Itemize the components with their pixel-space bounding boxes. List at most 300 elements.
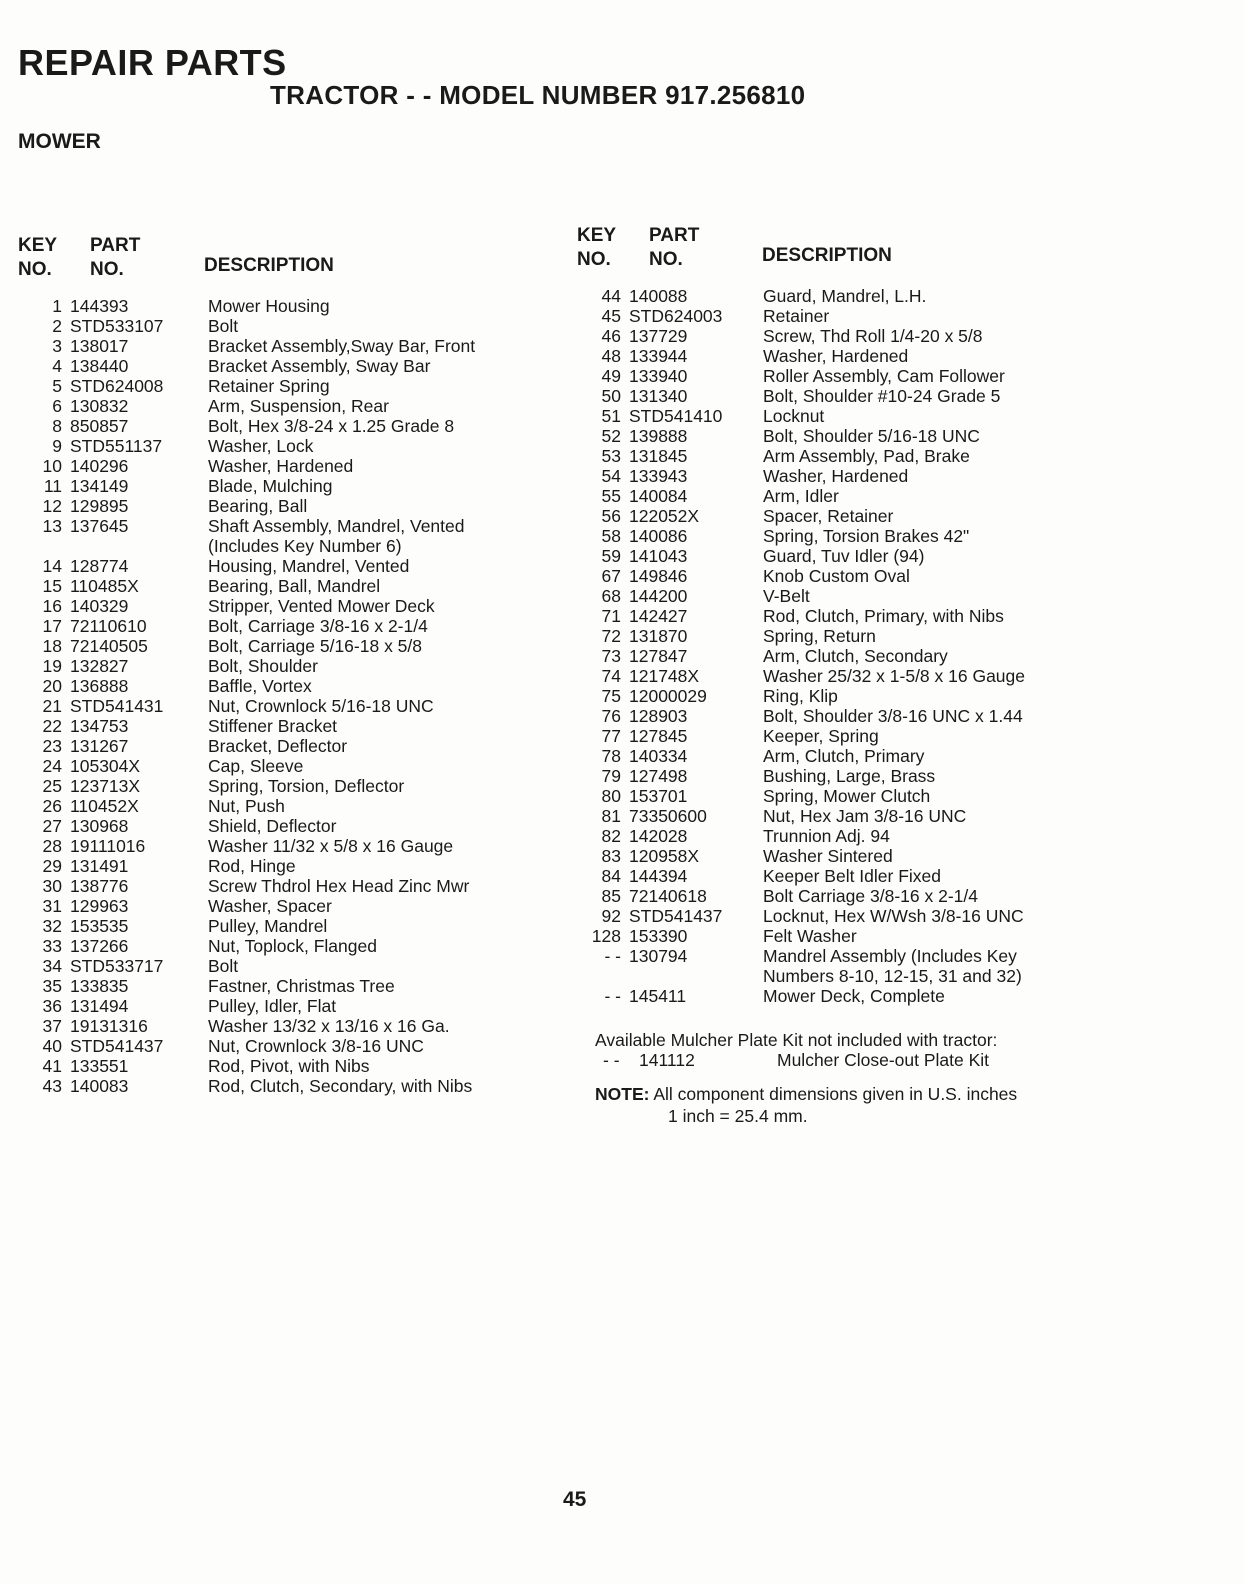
- key-no-cell: 73: [601, 646, 621, 666]
- table-row: [18, 876, 558, 896]
- table-row: [577, 646, 1097, 666]
- table-row: [577, 746, 1097, 766]
- key-no-cell: 53: [601, 446, 621, 466]
- key-no-cell: 92: [601, 906, 621, 926]
- part-no-cell: 142427: [629, 606, 688, 626]
- table-row: [18, 516, 558, 556]
- description-cell: Spring, Mower Clutch: [763, 786, 931, 806]
- part-no-cell: 73350600: [629, 806, 707, 826]
- table-row: [577, 866, 1097, 886]
- description-cell: Bracket Assembly,Sway Bar, Front: [208, 336, 476, 356]
- key-no-cell: 128: [591, 926, 621, 946]
- table-row: [18, 376, 558, 396]
- table-row: [18, 1056, 558, 1076]
- table-row: [18, 936, 558, 956]
- table-row: [18, 896, 558, 916]
- key-no-cell: 22: [42, 716, 62, 736]
- description-cell: Knob Custom Oval: [763, 566, 910, 586]
- part-no-cell: 134149: [70, 476, 129, 496]
- part-no-cell: 145411: [629, 986, 687, 1006]
- table-row: [577, 786, 1097, 806]
- table-row: [18, 816, 558, 836]
- table-row: [18, 1076, 558, 1096]
- key-no-cell: 58: [601, 526, 621, 546]
- key-no-cell: 33: [42, 936, 62, 956]
- table-header: [18, 234, 558, 296]
- part-no-cell: 144200: [629, 586, 688, 606]
- description-cell: Shield, Deflector: [208, 816, 337, 836]
- part-no-cell: 131491: [70, 856, 129, 876]
- part-no-cell: 137645: [70, 516, 129, 536]
- part-no-cell: 131494: [70, 996, 129, 1016]
- description-cell: Trunnion Adj. 94: [763, 826, 890, 846]
- key-no-cell: 11: [43, 476, 62, 496]
- key-no-cell: 44: [601, 286, 621, 306]
- key-no-cell: 9: [52, 436, 62, 456]
- key-no-cell: 51: [601, 406, 621, 426]
- key-no-cell: 21: [42, 696, 62, 716]
- part-no-cell: 12000029: [629, 686, 707, 706]
- part-no-cell: 131845: [629, 446, 688, 466]
- key-no-cell: - -: [604, 986, 621, 1006]
- parts-rows-left: [18, 296, 558, 1096]
- description-cell: Bearing, Ball: [208, 496, 308, 516]
- key-no-cell: 54: [601, 466, 621, 486]
- key-no-cell: 68: [601, 586, 621, 606]
- key-no-cell: 78: [601, 746, 621, 766]
- table-row: [577, 886, 1097, 906]
- key-no-cell: 74: [601, 666, 621, 686]
- description-cell: Pulley, Idler, Flat: [208, 996, 337, 1016]
- part-no-cell: STD624008: [70, 376, 164, 396]
- description-cell: Roller Assembly, Cam Follower: [763, 366, 1005, 386]
- table-row: [577, 666, 1097, 686]
- description-cell: Baffle, Vortex: [208, 676, 312, 696]
- part-no-cell: 136888: [70, 676, 129, 696]
- note-label: NOTE:: [595, 1084, 650, 1104]
- table-header: [577, 224, 1097, 286]
- table-row: [18, 596, 558, 616]
- description-cell: Washer Sintered: [763, 846, 893, 866]
- description-cell: Bolt, Carriage 5/16-18 x 5/8: [208, 636, 423, 656]
- table-row: [18, 1016, 558, 1036]
- key-no-cell: 18: [42, 636, 62, 656]
- key-no-cell: 82: [601, 826, 621, 846]
- note-conversion: 1 inch = 25.4 mm.: [668, 1106, 808, 1126]
- description-cell: Pulley, Mandrel: [208, 916, 328, 936]
- description-cell: Washer, Hardened: [763, 346, 909, 366]
- table-row: [18, 636, 558, 656]
- table-row: [577, 386, 1097, 406]
- table-row: [577, 406, 1097, 426]
- description-cell: Retainer: [763, 306, 830, 326]
- description-cell: Spacer, Retainer: [763, 506, 894, 526]
- part-no-cell: 19111016: [70, 836, 146, 856]
- description-cell: Rod, Hinge: [208, 856, 296, 876]
- description-cell: Bolt, Hex 3/8-24 x 1.25 Grade 8: [208, 416, 455, 436]
- part-no-cell: 138017: [70, 336, 129, 356]
- key-no-cell: 77: [601, 726, 621, 746]
- key-no-cell: 28: [42, 836, 62, 856]
- header-key-no: KEY NO.: [18, 235, 58, 280]
- key-no-cell: 37: [42, 1016, 62, 1036]
- description-cell: Keeper Belt Idler Fixed: [763, 866, 942, 886]
- table-row: [577, 726, 1097, 746]
- part-no-cell: 140084: [629, 486, 688, 506]
- table-row: [18, 956, 558, 976]
- part-no-cell: 130832: [70, 396, 129, 416]
- description-cell: Cap, Sleeve: [208, 756, 304, 776]
- table-row: [577, 626, 1097, 646]
- table-row: [577, 706, 1097, 726]
- part-no-cell: 72140505: [70, 636, 148, 656]
- table-row: [577, 526, 1097, 546]
- table-row: [577, 446, 1097, 466]
- part-no-cell: 153390: [629, 926, 688, 946]
- key-no-cell: 25: [42, 776, 62, 796]
- kit-part: 141112: [639, 1050, 695, 1070]
- header-part-no: PART NO.: [90, 235, 141, 280]
- dimension-note: [595, 1084, 1017, 1105]
- key-no-cell: 5: [52, 376, 62, 396]
- table-row: [577, 506, 1097, 526]
- table-row: [18, 796, 558, 816]
- part-no-cell: 132827: [70, 656, 129, 676]
- description-cell: Screw, Thd Roll 1/4-20 x 5/8: [763, 326, 983, 346]
- table-row: [18, 556, 558, 576]
- part-no-cell: 137729: [629, 326, 688, 346]
- part-no-cell: 129895: [70, 496, 129, 516]
- key-no-cell: 20: [42, 676, 62, 696]
- key-no-cell: 32: [42, 916, 62, 936]
- part-no-cell: 144393: [70, 296, 129, 316]
- table-row: [577, 366, 1097, 386]
- part-no-cell: 133944: [629, 346, 688, 366]
- part-no-cell: 128903: [629, 706, 688, 726]
- key-no-cell: 16: [42, 596, 62, 616]
- header-description: DESCRIPTION: [762, 245, 892, 266]
- table-row: [577, 946, 1097, 986]
- table-row: [18, 836, 558, 856]
- description-cell: V-Belt: [763, 586, 810, 606]
- part-no-cell: 131870: [629, 626, 688, 646]
- key-no-cell: 1: [52, 296, 62, 316]
- key-no-cell: 23: [42, 736, 62, 756]
- description-cell: Bolt: [208, 316, 239, 336]
- section-heading: MOWER: [18, 130, 101, 153]
- description-cell: Arm, Clutch, Primary: [763, 746, 925, 766]
- part-no-cell: 105304X: [70, 756, 141, 776]
- key-no-cell: 85: [601, 886, 621, 906]
- table-row: [18, 916, 558, 936]
- table-row: [18, 396, 558, 416]
- key-no-cell: 71: [601, 606, 621, 626]
- part-no-cell: 138440: [70, 356, 129, 376]
- parts-table-left: [18, 234, 558, 1096]
- key-no-cell: 41: [42, 1056, 62, 1076]
- key-no-cell: 43: [42, 1076, 62, 1096]
- table-row: [577, 826, 1097, 846]
- key-no-cell: 52: [601, 426, 621, 446]
- table-row: [18, 776, 558, 796]
- part-no-cell: 138776: [70, 876, 129, 896]
- key-no-cell: 56: [601, 506, 621, 526]
- key-no-cell: 26: [42, 796, 62, 816]
- part-no-cell: 140088: [629, 286, 688, 306]
- key-no-cell: 45: [601, 306, 621, 326]
- description-cell: Washer 13/32 x 13/16 x 16 Ga.: [208, 1016, 450, 1036]
- description-cell: Nut, Crownlock 3/8-16 UNC: [208, 1036, 424, 1056]
- parts-table-right: [577, 224, 1097, 1006]
- part-no-cell: 850857: [70, 416, 129, 436]
- description-cell: Keeper, Spring: [763, 726, 879, 746]
- part-no-cell: 120958X: [629, 846, 700, 866]
- part-no-cell: 127847: [629, 646, 688, 666]
- key-no-cell: 24: [42, 756, 62, 776]
- table-row: [577, 906, 1097, 926]
- kit-desc: Mulcher Close-out Plate Kit: [777, 1050, 990, 1070]
- part-no-cell: 140329: [70, 596, 129, 616]
- description-cell: Washer, Lock: [208, 436, 314, 456]
- part-no-cell: 130794: [629, 946, 688, 966]
- description-cell: Bolt Carriage 3/8-16 x 2-1/4: [763, 886, 978, 906]
- description-cell: Arm, Suspension, Rear: [208, 396, 389, 416]
- description-cell: Guard, Mandrel, L.H.: [763, 286, 927, 306]
- part-no-cell: 133551: [70, 1056, 129, 1076]
- table-row: [577, 846, 1097, 866]
- key-no-cell: 79: [601, 766, 621, 786]
- part-no-cell: 153701: [629, 786, 688, 806]
- table-row: [577, 466, 1097, 486]
- table-row: [18, 656, 558, 676]
- table-row: [577, 486, 1097, 506]
- part-no-cell: 129963: [70, 896, 129, 916]
- part-no-cell: STD541437: [70, 1036, 164, 1056]
- header-description: DESCRIPTION: [204, 255, 334, 276]
- part-no-cell: 72140618: [629, 886, 707, 906]
- table-row: [577, 546, 1097, 566]
- table-row: [18, 416, 558, 436]
- key-no-cell: 80: [601, 786, 621, 806]
- description-cell: Washer, Hardened: [763, 466, 909, 486]
- table-row: [18, 356, 558, 376]
- part-no-cell: STD551137: [70, 436, 163, 456]
- description-cell: Rod, Clutch, Secondary, with Nibs: [208, 1076, 473, 1096]
- description-cell: Arm, Idler: [763, 486, 839, 506]
- key-no-cell: 15: [42, 576, 62, 596]
- key-no-cell: 76: [601, 706, 621, 726]
- table-row: [18, 736, 558, 756]
- description-cell: Bolt, Shoulder 3/8-16 UNC x 1.44: [763, 706, 1023, 726]
- table-row: [18, 496, 558, 516]
- mulcher-kit-note: Available Mulcher Plate Kit not included with tractor:: [595, 1030, 998, 1050]
- part-no-cell: 122052X: [629, 506, 700, 526]
- key-no-cell: 17: [42, 616, 62, 636]
- key-no-cell: 84: [601, 866, 621, 886]
- header-key-no: KEY NO.: [577, 225, 617, 270]
- key-no-cell: 81: [601, 806, 621, 826]
- description-cell: Stripper, Vented Mower Deck: [208, 596, 435, 616]
- description-cell: Housing, Mandrel, Vented: [208, 556, 410, 576]
- part-no-cell: 140296: [70, 456, 129, 476]
- description-cell: Mandrel Assembly (Includes Key Numbers 8-10, 12-15, 31 and 32): [763, 946, 1022, 986]
- page-number: 45: [563, 1488, 587, 1511]
- key-no-cell: 49: [601, 366, 621, 386]
- part-no-cell: 137266: [70, 936, 129, 956]
- part-no-cell: 133943: [629, 466, 688, 486]
- parts-rows-right: [577, 286, 1097, 1006]
- description-cell: Locknut: [763, 406, 825, 426]
- key-no-cell: 13: [42, 516, 62, 536]
- description-cell: Mower Housing: [208, 296, 330, 316]
- table-row: [577, 986, 1097, 1006]
- description-cell: Spring, Torsion Brakes 42": [763, 526, 970, 546]
- key-no-cell: 10: [42, 456, 62, 476]
- part-no-cell: 140083: [70, 1076, 129, 1096]
- part-no-cell: 144394: [629, 866, 688, 886]
- key-no-cell: 29: [42, 856, 62, 876]
- part-no-cell: 131340: [629, 386, 688, 406]
- part-no-cell: 110485X: [70, 576, 139, 596]
- table-row: [577, 926, 1097, 946]
- part-no-cell: STD541410: [629, 406, 723, 426]
- part-no-cell: 140334: [629, 746, 688, 766]
- part-no-cell: 130968: [70, 816, 129, 836]
- key-no-cell: 72: [601, 626, 621, 646]
- part-no-cell: 72110610: [70, 616, 147, 636]
- key-no-cell: 36: [42, 996, 62, 1016]
- table-row: [18, 436, 558, 456]
- part-no-cell: 127845: [629, 726, 688, 746]
- table-row: [577, 326, 1097, 346]
- table-row: [18, 996, 558, 1016]
- key-no-cell: 8: [52, 416, 62, 436]
- part-no-cell: STD541431: [70, 696, 164, 716]
- description-cell: Nut, Toplock, Flanged: [208, 936, 377, 956]
- description-cell: Nut, Hex Jam 3/8-16 UNC: [763, 806, 967, 826]
- key-no-cell: 30: [42, 876, 62, 896]
- key-no-cell: 19: [42, 656, 62, 676]
- key-no-cell: - -: [604, 946, 621, 966]
- table-row: [577, 686, 1097, 706]
- description-cell: Fastner, Christmas Tree: [208, 976, 395, 996]
- part-no-cell: STD533107: [70, 316, 164, 336]
- description-cell: Rod, Clutch, Primary, with Nibs: [763, 606, 1004, 626]
- part-no-cell: 153535: [70, 916, 129, 936]
- key-no-cell: 48: [601, 346, 621, 366]
- key-no-cell: 2: [52, 316, 62, 336]
- part-no-cell: 133835: [70, 976, 129, 996]
- key-no-cell: 14: [42, 556, 62, 576]
- part-no-cell: STD624003: [629, 306, 723, 326]
- key-no-cell: 31: [42, 896, 62, 916]
- table-row: [18, 576, 558, 596]
- model-subtitle: TRACTOR - - MODEL NUMBER 917.256810: [270, 80, 806, 110]
- description-cell: Stiffener Bracket: [208, 716, 338, 736]
- description-cell: Screw Thdrol Hex Head Zinc Mwr: [208, 876, 470, 896]
- description-cell: Arm, Clutch, Secondary: [763, 646, 948, 666]
- description-cell: Bracket Assembly, Sway Bar: [208, 356, 431, 376]
- part-no-cell: 142028: [629, 826, 688, 846]
- part-no-cell: STD533717: [70, 956, 164, 976]
- part-no-cell: 110452X: [70, 796, 139, 816]
- description-cell: Bearing, Ball, Mandrel: [208, 576, 381, 596]
- kit-key: - -: [603, 1050, 620, 1070]
- table-row: [18, 476, 558, 496]
- key-no-cell: 34: [42, 956, 62, 976]
- table-row: [18, 336, 558, 356]
- description-cell: Bolt, Carriage 3/8-16 x 2-1/4: [208, 616, 428, 636]
- key-no-cell: 59: [601, 546, 621, 566]
- part-no-cell: 134753: [70, 716, 129, 736]
- table-row: [18, 676, 558, 696]
- part-no-cell: 139888: [629, 426, 688, 446]
- table-row: [18, 1036, 558, 1056]
- description-cell: Nut, Push: [208, 796, 285, 816]
- key-no-cell: 46: [601, 326, 621, 346]
- description-cell: Arm Assembly, Pad, Brake: [763, 446, 970, 466]
- description-cell: Spring, Return: [763, 626, 876, 646]
- table-row: [577, 426, 1097, 446]
- part-no-cell: 123713X: [70, 776, 141, 796]
- mulcher-kit-row: [595, 1050, 1095, 1070]
- key-no-cell: 4: [52, 356, 62, 376]
- table-row: [577, 306, 1097, 326]
- key-no-cell: 35: [42, 976, 62, 996]
- part-no-cell: 19131316: [70, 1016, 148, 1036]
- part-no-cell: 149846: [629, 566, 688, 586]
- description-cell: Retainer Spring: [208, 376, 330, 396]
- description-cell: Guard, Tuv Idler (94): [763, 546, 925, 566]
- note-text: All component dimensions given in U.S. inches: [653, 1084, 1018, 1104]
- part-no-cell: 127498: [629, 766, 688, 786]
- description-cell: Blade, Mulching: [208, 476, 333, 496]
- part-no-cell: 128774: [70, 556, 129, 576]
- part-no-cell: 121748X: [629, 666, 700, 686]
- page-title: REPAIR PARTS: [18, 42, 287, 83]
- description-cell: Ring, Klip: [763, 686, 838, 706]
- part-no-cell: 141043: [629, 546, 688, 566]
- description-cell: Nut, Crownlock 5/16-18 UNC: [208, 696, 434, 716]
- description-cell: Mower Deck, Complete: [763, 986, 945, 1006]
- table-row: [18, 716, 558, 736]
- description-cell: Shaft Assembly, Mandrel, Vented (Includes Key Number 6): [208, 516, 465, 556]
- key-no-cell: 67: [601, 566, 621, 586]
- description-cell: Bolt: [208, 956, 239, 976]
- table-row: [18, 316, 558, 336]
- table-row: [577, 766, 1097, 786]
- part-no-cell: 140086: [629, 526, 688, 546]
- description-cell: Locknut, Hex W/Wsh 3/8-16 UNC: [763, 906, 1024, 926]
- table-row: [18, 696, 558, 716]
- description-cell: Bolt, Shoulder 5/16-18 UNC: [763, 426, 980, 446]
- key-no-cell: 27: [42, 816, 62, 836]
- key-no-cell: 50: [601, 386, 621, 406]
- table-row: [18, 616, 558, 636]
- table-row: [577, 806, 1097, 826]
- key-no-cell: 75: [601, 686, 621, 706]
- key-no-cell: 12: [42, 496, 62, 516]
- key-no-cell: 40: [42, 1036, 62, 1056]
- key-no-cell: 3: [52, 336, 62, 356]
- description-cell: Rod, Pivot, with Nibs: [208, 1056, 370, 1076]
- description-cell: Washer 25/32 x 1-5/8 x 16 Gauge: [763, 666, 1026, 686]
- key-no-cell: 83: [601, 846, 621, 866]
- description-cell: Washer 11/32 x 5/8 x 16 Gauge: [208, 836, 454, 856]
- description-cell: Spring, Torsion, Deflector: [208, 776, 405, 796]
- description-cell: Bolt, Shoulder #10-24 Grade 5: [763, 386, 1001, 406]
- table-row: [577, 606, 1097, 626]
